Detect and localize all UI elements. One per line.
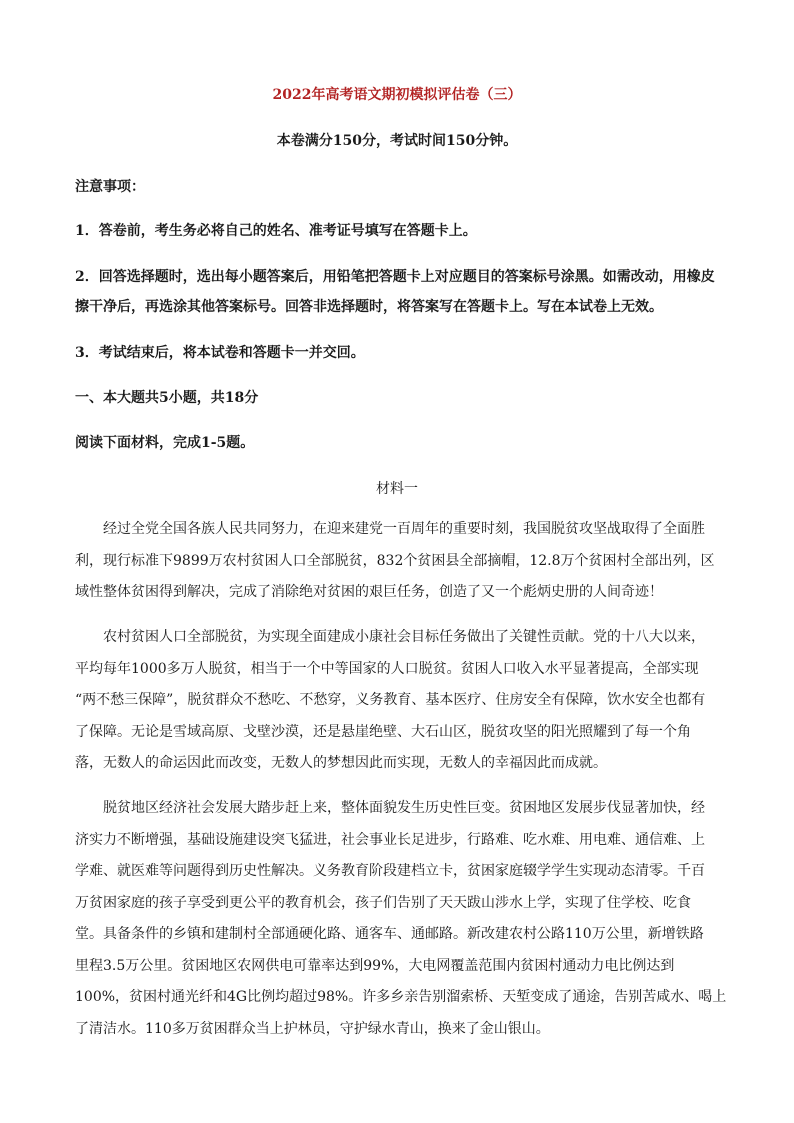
note-item-1: 1．答卷前，考生务必将自己的姓名、准考证号填写在答题卡上。 (75, 223, 477, 239)
paragraph-3-line-7: 100%，贫困村通光纤和4G比例均超过98%。许多乡亲告别溜索桥、天堑变成了通途，告别苦咸水、喝上 (75, 989, 727, 1005)
material-title: 材料一 (376, 481, 418, 497)
paragraph-1-line-3: 域性整体贫困得到解决，完成了消除绝对贫困的艰巨任务，创造了又一个彪炳史册的人间奇迹！ (75, 584, 663, 600)
exam-title: 2022年高考语文期初模拟评估卷（三） (272, 87, 522, 103)
paragraph-1 (75, 514, 720, 609)
section-instruction: 阅读下面材料，完成1-5题。 (75, 435, 255, 451)
paragraph-3-line-3: 学难、就医难等问题得到历史性解决。义务教育阶段建档立卡，贫困家庭辍学学生实现动态清零。千百 (75, 863, 705, 879)
paragraph-2-line-3: “两不愁三保障”，脱贫群众不愁吃、不愁穿，义务教育、基本医疗、住房安全有保障，饮水安全也都有 (75, 692, 706, 708)
paragraph-3-line-8: 了清洁水。110多万贫困群众当上护林员，守护绿水青山，换来了金山银山。 (75, 1020, 550, 1037)
paragraph-3-line-5: 堂。具备条件的乡镇和建制村全部通硬化路、通客车、通邮路。新改建农村公路110万公里，新增铁路 (75, 926, 704, 942)
note-item-2: 2．回答选择题时，选出每小题答案后，用铅笔把答题卡上对应题目的答案标号涂黑。如需改动，用橡皮 (75, 269, 715, 285)
paragraph-1-line-2: 利，现行标准下9899万农村贫困人口全部脱贫，832个贫困县全部摘帽，12.8万个贫困村全部出列，区 (75, 552, 715, 569)
note-item-2-cont: 擦干净后，再选涂其他答案标号。回答非选择题时，将答案写在答题卡上。写在本试卷上无效。 (75, 299, 663, 315)
paragraph-3-line-4: 万贫困家庭的孩子享受到更公平的教育机会，孩子们告别了天天跋山涉水上学，实现了住学校、吃食 (75, 894, 691, 911)
notes-heading: 注意事项： (75, 179, 145, 195)
paragraph-3-line-2: 济实力不断增强，基础设施建设突飞猛进，社会事业长足进步，行路难、吃水难、用电难、通信难、上 (75, 831, 705, 848)
paragraph-3-line-1: 脱贫地区经济社会发展大踏步赶上来，整体面貌发生历史性巨变。贫困地区发展步伐显著加快，经 (103, 800, 705, 816)
paragraph-1-line-1: 经过全党全国各族人民共同努力，在迎来建党一百周年的重要时刻，我国脱贫攻坚战取得了全面胜 (103, 521, 705, 537)
note-item-3: 3．考试结束后，将本试卷和答题卡一并交回。 (75, 345, 365, 361)
exam-subtitle: 本卷满分150分，考试时间150分钟。 (276, 133, 518, 149)
paragraph-3-line-6: 里程3.5万公里。贫困地区农网供电可靠率达到99%，大电网覆盖范围内贫困村通动力电比例达到 (75, 957, 675, 974)
paragraph-2-line-2: 平均每年1000多万人脱贫，相当于一个中等国家的人口脱贫。贫困人口收入水平显著提高，全部实现 (75, 660, 699, 677)
section-heading: 一、本大题共5小题，共18分 (75, 390, 259, 406)
paragraph-3 (75, 793, 727, 1045)
paragraph-2-line-5: 落，无数人的命运因此而改变，无数人的梦想因此而实现，无数人的幸福因此而成就。 (75, 755, 607, 771)
paragraph-2-line-1: 农村贫困人口全部脱贫，为实现全面建成小康社会目标任务做出了关键性贡献。党的十八大以来， (103, 629, 705, 645)
paragraph-2-line-4: 了保障。无论是雪域高原、戈壁沙漠，还是悬崖绝壁、大石山区，脱贫攻坚的阳光照耀到了每一个角 (75, 723, 691, 740)
paragraph-2 (75, 622, 720, 780)
